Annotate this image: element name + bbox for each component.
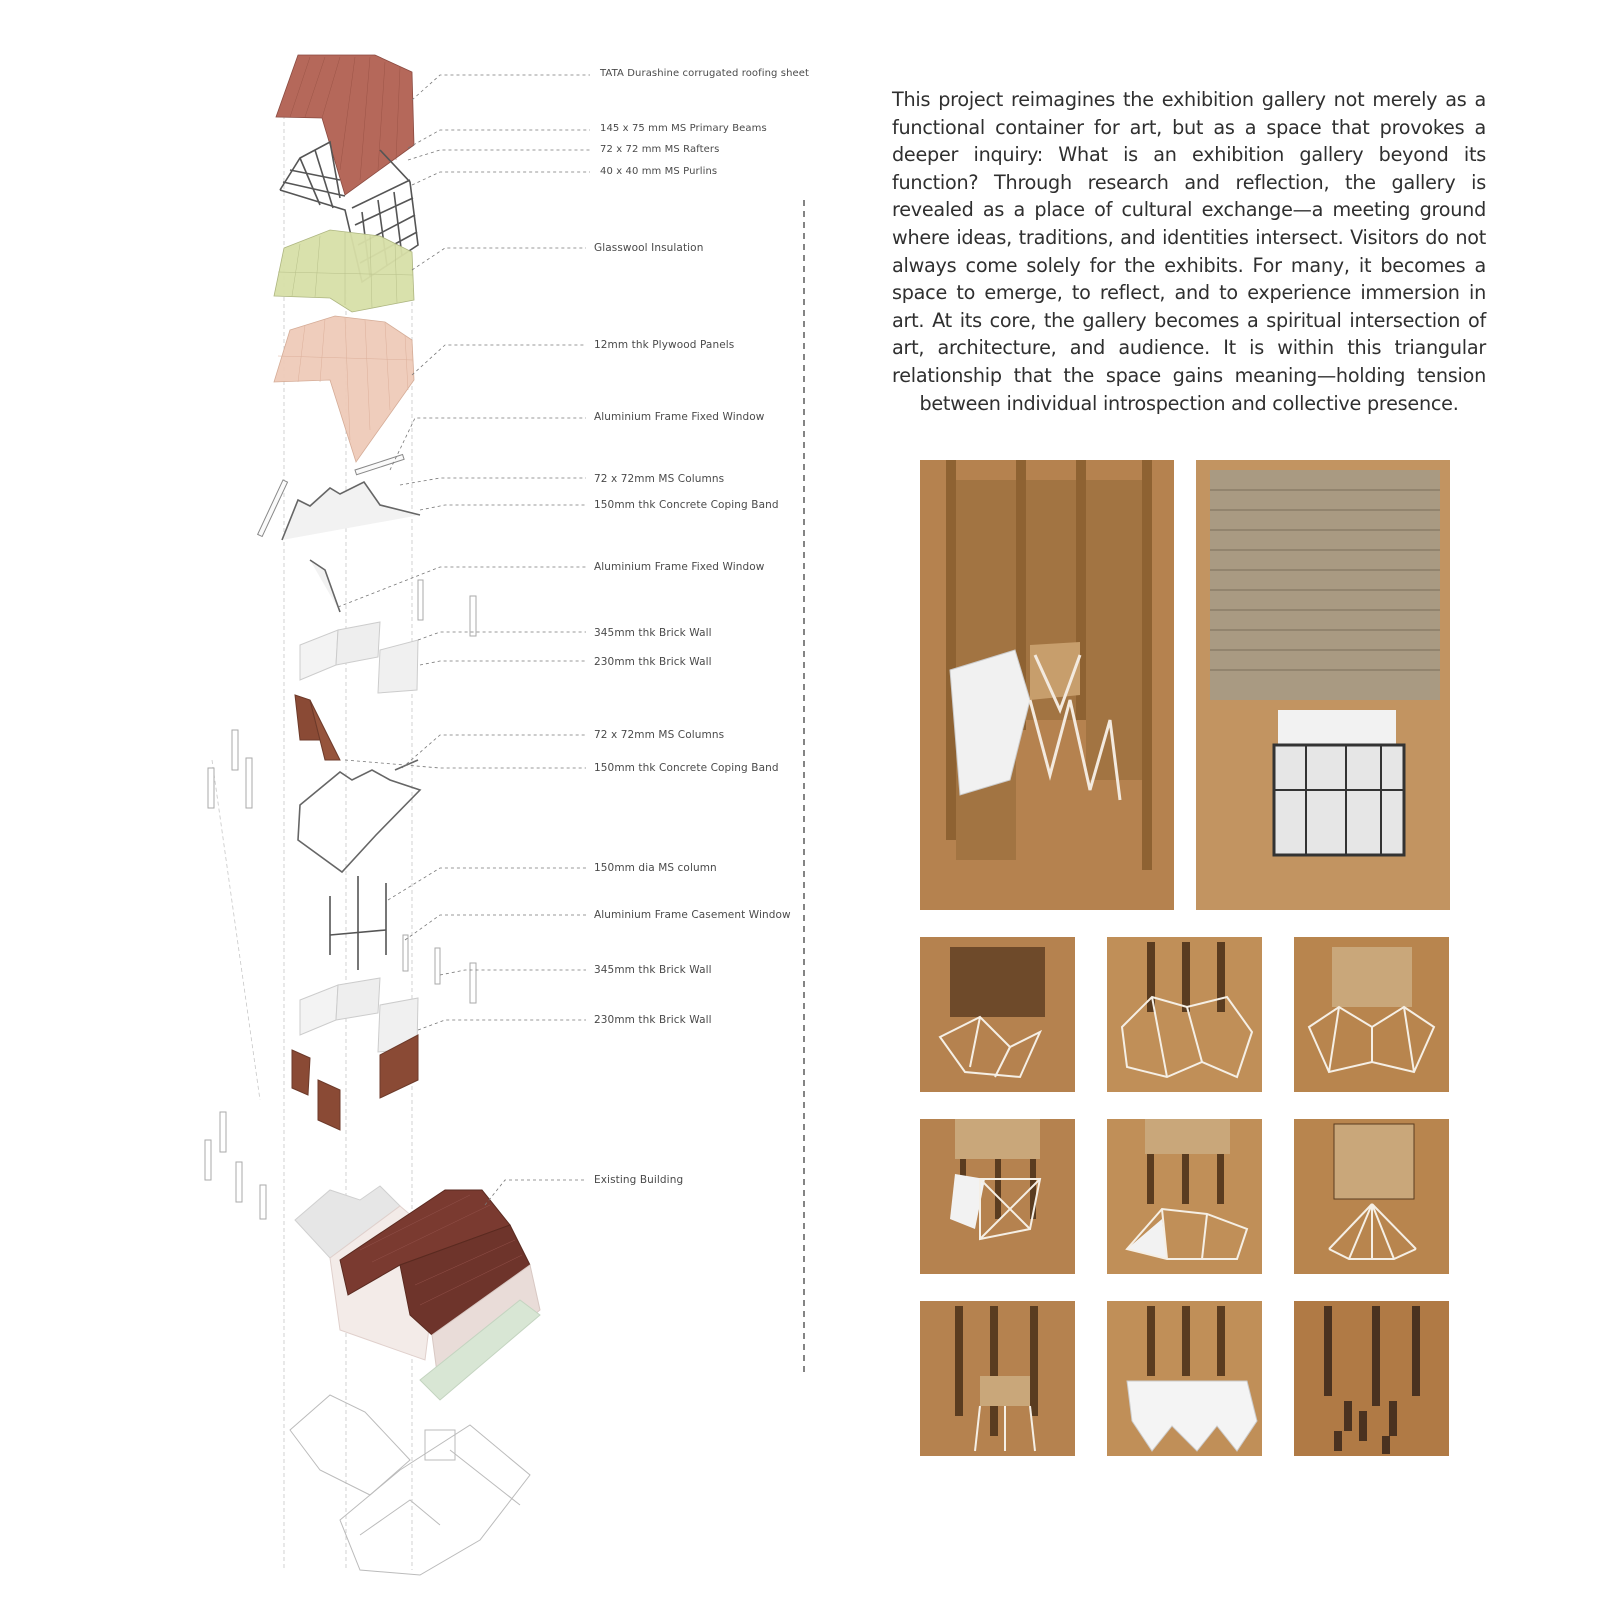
label-brick-345-lower: 345mm thk Brick Wall <box>594 964 712 976</box>
label-columns-lower: 72 x 72mm MS Columns <box>594 729 725 741</box>
label-glasswool: Glasswool Insulation <box>594 242 704 254</box>
label-purlins: 40 x 40 mm MS Purlins <box>600 166 718 177</box>
label-brick-345-upper: 345mm thk Brick Wall <box>594 627 712 639</box>
label-casement-window: Aluminium Frame Casement Window <box>594 909 791 921</box>
label-coping-upper: 150mm thk Concrete Coping Band <box>594 499 779 511</box>
lower-brick-walls <box>205 935 476 1219</box>
model-photo-4 <box>1107 937 1262 1092</box>
ms-columns <box>330 876 386 970</box>
model-photo-2 <box>1196 460 1450 910</box>
label-plywood: 12mm thk Plywood Panels <box>594 339 735 351</box>
label-ms-column-dia: 150mm dia MS column <box>594 862 717 874</box>
roofing-sheet <box>276 55 414 195</box>
model-photo-3 <box>920 937 1075 1092</box>
label-fixed-window-middle: Aluminium Frame Fixed Window <box>594 561 765 573</box>
model-photo-10 <box>1107 1301 1262 1456</box>
label-coping-lower: 150mm thk Concrete Coping Band <box>594 762 779 774</box>
label-columns-upper: 72 x 72mm MS Columns <box>594 473 725 485</box>
base-floor-plan <box>290 1395 530 1575</box>
model-photo-5 <box>1294 937 1449 1092</box>
label-rafters: 72 x 72 mm MS Rafters <box>600 144 720 155</box>
model-photo-1 <box>920 460 1174 910</box>
label-roofing-sheet: TATA Durashine corrugated roofing sheet <box>600 68 810 79</box>
glasswool-insulation <box>274 230 414 312</box>
model-photo-8 <box>1294 1119 1449 1274</box>
plywood-panels <box>274 316 414 462</box>
model-photo-9 <box>920 1301 1075 1456</box>
label-brick-230-lower: 230mm thk Brick Wall <box>594 1014 712 1026</box>
label-brick-230-upper: 230mm thk Brick Wall <box>594 656 712 668</box>
label-fixed-window-upper: Aluminium Frame Fixed Window <box>594 411 765 423</box>
label-primary-beams: 145 x 75 mm MS Primary Beams <box>600 123 767 134</box>
model-photo-6 <box>920 1119 1075 1274</box>
existing-building <box>295 1186 540 1400</box>
model-photo-11 <box>1294 1301 1449 1456</box>
lower-coping-band <box>298 760 420 872</box>
label-existing-building: Existing Building <box>594 1174 684 1186</box>
upper-coping-band <box>282 482 420 612</box>
model-photo-7 <box>1107 1119 1262 1274</box>
intro-paragraph: This project reimagines the exhibition gallery not merely as a functional container for art, but as a space that provokes a deeper inquiry: What is an exhibition gallery beyond its function? Through research and reflection, the gallery is revealed as a place of cultural exchange—a meeting ground where ideas, traditions, and identities intersect. Visitors do not always come solely for the exhibits. For many, it becomes a space to emerge, to reflect, and to experience immersion in art. At its core, the gallery becomes a spiritual intersection of art, architecture, and audience. It is within this triangular relationship that the space gains meaning—holding tension between individual introspection and collective presence. <box>892 88 1486 415</box>
